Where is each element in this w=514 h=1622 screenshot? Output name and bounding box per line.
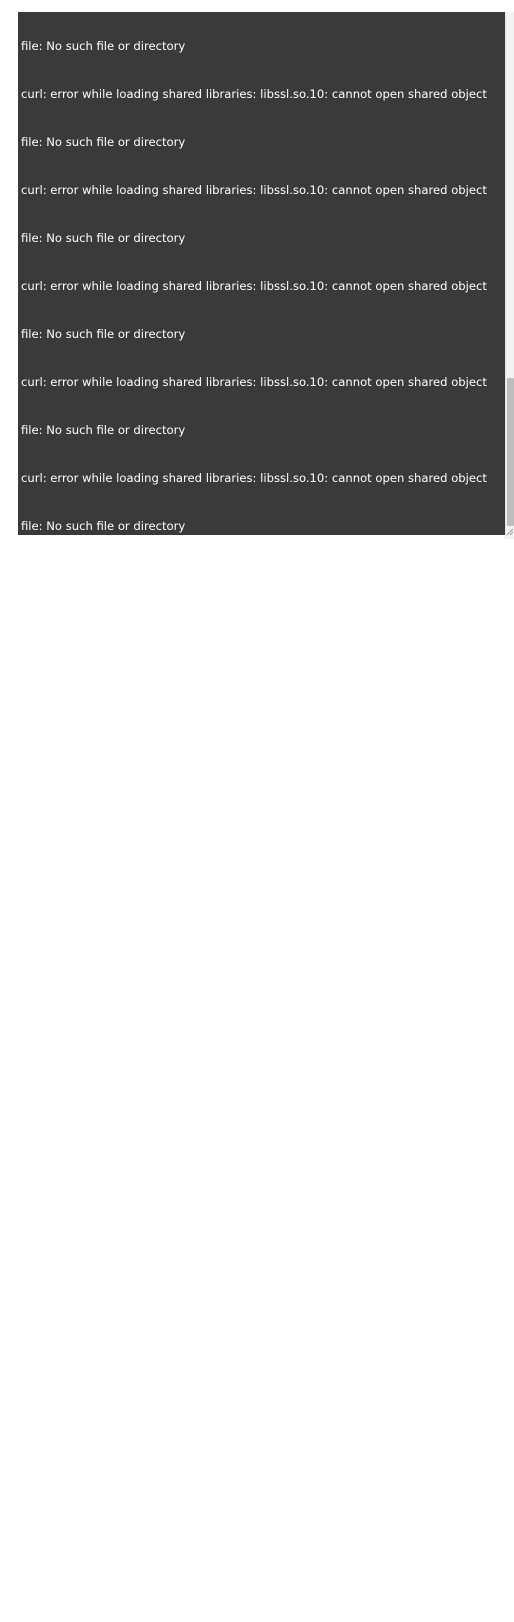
log-line: 0K .......... ..... 100% 4.50M=0.003s	[21, 1335, 431, 1349]
log-line: (required by wget)	[21, 903, 129, 917]
log-line: --2020-06-04 16:34:14-- http://download.bt.cn/install/0/nginx.sh	[21, 951, 396, 965]
log-line: file: No such file or directory	[21, 135, 186, 149]
log-line: wget: /usr/local/openssl/lib/libcrypto.so.1.0.0: no version information available	[21, 663, 476, 677]
log-line: HTTP request sent, awaiting response... 200 OK	[21, 1143, 298, 1157]
terminal-log-text	[21, 6, 501, 1622]
log-line: Resolving download.bt.cn (download.bt.cn)... 103.224.251.67,	[21, 999, 382, 1013]
log-line: file: No such file or directory	[21, 519, 186, 533]
log-line: 2020-06-04 16:34:14 (4.50 MB/s) - ‘nginx.sh’ saved [15615/15615]	[21, 1431, 426, 1445]
log-line: file: No such file or directory	[21, 615, 186, 629]
log-line: curl: error while loading shared libraries: libssl.so.10: cannot open shared object	[21, 471, 487, 485]
resize-grip-icon[interactable]	[505, 526, 514, 536]
log-line: /www/server/panel/install/public.sh: line 58: 6.68173e+09-6.68173e+09: syntax	[21, 1527, 489, 1541]
log-line: wget: /usr/local/openssl/lib/libssl.so.1.0.0: no version information available	[21, 855, 454, 869]
log-line: curl: error while loading shared libraries: libssl.so.10: cannot open shared object	[21, 279, 487, 293]
log-line: error: invalid arithmetic operator (error token is ".68173e+09-6.68173e+09")	[21, 1575, 472, 1589]
log-line: (required by wget)	[21, 807, 129, 821]
log-line: curl: error while loading shared libraries: libssl.so.10: cannot open shared object	[21, 567, 487, 581]
log-line: file: No such file or directory	[21, 231, 186, 245]
log-line: 2001:19f0:7001:54fc:5400:2ff:fe9b:97f9, 2001:19f0:4400:5138:5400:2ff:fe1f:10f2	[21, 1047, 499, 1061]
log-line: curl: error while loading shared libraries: libssl.so.10: cannot open shared object	[21, 183, 487, 197]
log-line: curl: error while loading shared libraries: libssl.so.10: cannot open shared object	[21, 375, 487, 389]
terminal-output-panel[interactable]	[18, 12, 505, 1589]
log-line: curl: error while loading shared libraries: libssl.so.10: cannot open shared object	[21, 87, 487, 101]
log-line: wget: /usr/local/openssl/lib/libssl.so.1.0.0: no version information available	[21, 759, 454, 773]
log-line: file: No such file or directory	[21, 423, 186, 437]
scrollbar-thumb[interactable]	[507, 378, 514, 526]
log-line: Connecting to download.bt.cn (download.bt.cn)|103.224.251.67|:80... connected.	[21, 1095, 495, 1109]
log-line: file: No such file or directory	[21, 39, 186, 53]
log-line: file: No such file or directory	[21, 327, 186, 341]
log-line	[21, 1286, 501, 1302]
log-line: Saving to: ‘nginx.sh’	[21, 1239, 148, 1253]
log-line: Length: 15615 (15K) [application/octet-stream]	[21, 1191, 296, 1205]
log-line: (required by wget)	[21, 711, 129, 725]
log-line	[21, 1382, 501, 1398]
log-window	[18, 12, 514, 1589]
log-line	[21, 1478, 501, 1494]
vertical-scrollbar[interactable]	[505, 12, 514, 539]
